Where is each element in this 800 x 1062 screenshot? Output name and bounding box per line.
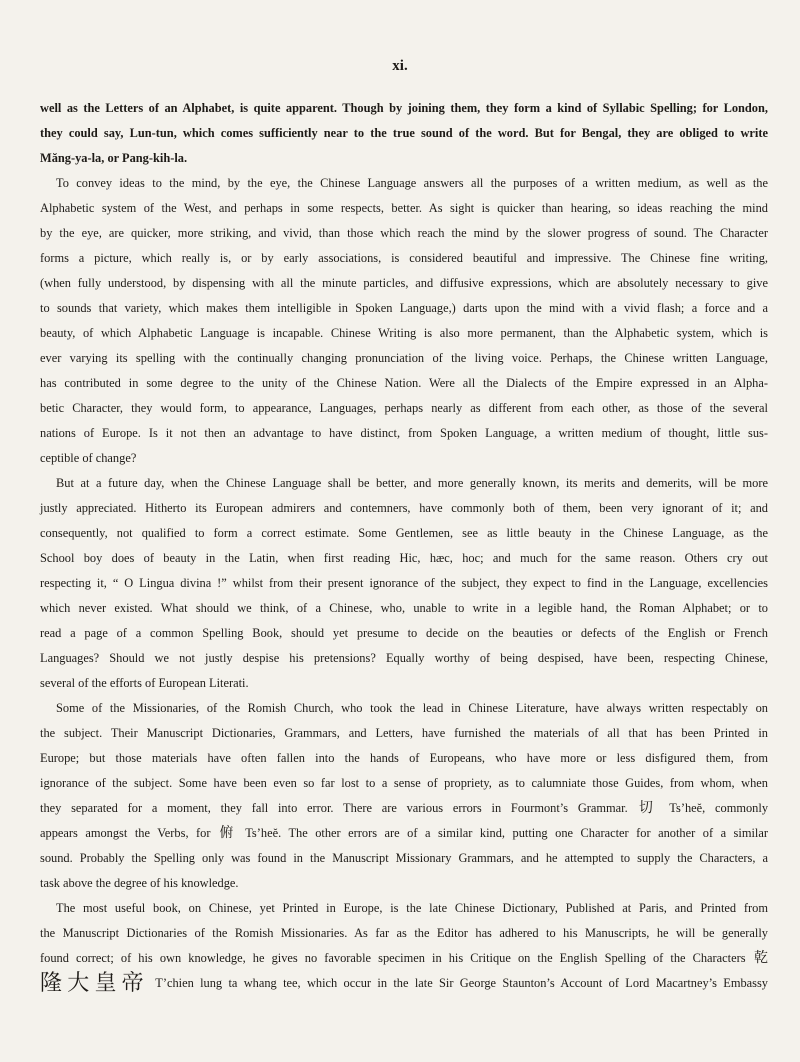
text-line	[40, 696, 768, 721]
text-line	[40, 846, 768, 871]
document-body	[40, 96, 768, 996]
text-line	[40, 146, 768, 171]
text-line	[40, 196, 768, 221]
line-text: Alphabetic system of the West, and perhaps in some respects, better. As sight is quicker than hearing, so ideas reaching the mind	[40, 201, 768, 215]
text-line	[40, 471, 768, 496]
text-line	[40, 271, 768, 296]
text-line	[40, 221, 768, 246]
line-text: forms a picture, which really is, or by early associations, is considered beautiful and impressive. The Chinese fine writing,	[40, 251, 768, 265]
line-text: (when fully understood, by dispensing with all the minute particles, and diffusive expressions, which are absolutely necessary to give	[40, 276, 768, 290]
text-line	[40, 571, 768, 596]
line-text: they separated for a moment, they fall into error. There are various errors in Fourmont’s Grammar.	[40, 801, 628, 815]
line-text: several of the efforts of European Literati.	[40, 676, 249, 690]
text-line	[40, 346, 768, 371]
line-text: sound. Probably the Spelling only was found in the Manuscript Missionary Grammars, and he attempted to supply the Characters, a	[40, 851, 768, 865]
text-line	[40, 746, 768, 771]
line-text: read a page of a common Spelling Book, should yet presume to decide on the beauties or defects of the English or French	[40, 626, 768, 640]
text-line	[40, 921, 768, 946]
line-text: consequently, not qualified to form a correct estimate. Some Gentlemen, see as little beauty in the Chinese Language, as the	[40, 526, 768, 540]
text-line	[40, 371, 768, 396]
line-text: appears amongst the Verbs, for	[40, 826, 211, 840]
chinese-character: 切	[627, 800, 660, 816]
line-text: ever varying its spelling with the continually changing pronunciation of the living voice. Perhaps, the Chinese written Language,	[40, 351, 768, 365]
text-line	[40, 396, 768, 421]
line-text: justly appreciated. Hitherto its European admirers and contemners, have commonly both of them, been very ignorant of it; and	[40, 501, 768, 515]
line-text: the Manuscript Dictionaries of the Romish Missionaries. As far as the Editor has adhered to his Manuscripts, he will be generally	[40, 926, 768, 940]
text-line	[40, 246, 768, 271]
line-text: ignorance of the subject. Some have been even so far lost to a sense of propriety, as to calumniate those Guides, from whom, when	[40, 776, 768, 790]
line-text-tail: Ts’heĕ. The other errors are of a similar kind, putting one Character for another of a similar	[237, 826, 768, 840]
line-text: found correct; of his own knowledge, he gives no favorable specimen in his Critique on the English Spelling of the Characters	[40, 951, 746, 965]
text-line	[40, 321, 768, 346]
text-line	[40, 96, 768, 121]
chinese-character: 乾	[745, 950, 769, 966]
text-line	[40, 671, 768, 696]
line-text: has contributed in some degree to the unity of the Chinese Nation. Were all the Dialects of the Empire expressed in an Alpha-	[40, 376, 768, 390]
text-line	[40, 121, 768, 146]
line-text: they could say, Lun-tun, which comes sufficiently near to the true sound of the word. But for Bengal, they are obliged to write	[40, 126, 768, 140]
line-text: The most useful book, on Chinese, yet Printed in Europe, is the late Chinese Dictionary, Published at Paris, and Printed from	[56, 901, 768, 915]
line-text: the subject. Their Manuscript Dictionaries, Grammars, and Letters, have furnished the materials of all that has been Printed in	[40, 726, 768, 740]
line-text: task above the degree of his knowledge.	[40, 876, 239, 890]
line-text: Măng-ya-la, or Pang-kih-la.	[40, 151, 188, 165]
line-text: School boy does of beauty in the Latin, when first reading Hic, hæc, hoc; and much for the same reason. Others cry out	[40, 551, 768, 565]
line-text: But at a future day, when the Chinese Language shall be better, and more generally known, its merits and demerits, will be more	[56, 476, 768, 490]
text-line	[40, 171, 768, 196]
text-line	[40, 296, 768, 321]
line-text: by the eye, are quicker, more striking, and vivid, than those which reach the mind by the slower progress of sound. The Character	[40, 226, 768, 240]
line-text: ceptible of change?	[40, 451, 137, 465]
text-line	[40, 521, 768, 546]
line-text: T’chien lung ta whang tee, which occur in the late Sir George Staunton’s Account of Lord Macartney’s Embassy	[148, 976, 768, 990]
page-number: xi.	[392, 58, 408, 74]
text-line	[40, 796, 768, 821]
text-line	[40, 946, 768, 971]
text-line	[40, 621, 768, 646]
line-text: to sounds that variety, which makes them intelligible in Spoken Language,) darts upon the mind with a vivid flash; a force and a	[40, 301, 768, 315]
line-text: To convey ideas to the mind, by the eye, the Chinese Language answers all the purposes of a written medium, as well as the	[56, 176, 768, 190]
line-text: Europe; but those materials have often fallen into the hands of Europeans, who have more or less disfigured them, from	[40, 751, 768, 765]
text-line	[40, 496, 768, 521]
chinese-characters: 隆大皇帝	[40, 971, 149, 996]
text-line	[40, 446, 768, 471]
line-text: well as the Letters of an Alphabet, is quite apparent. Though by joining them, they form a kind of Syllabic Spelling; for London,	[40, 101, 768, 115]
line-text: nations of Europe. Is it not then an advantage to have distinct, from Spoken Language, a written medium of thought, little sus-	[40, 426, 768, 440]
text-line	[40, 871, 768, 896]
text-line	[40, 821, 768, 846]
text-line	[40, 421, 768, 446]
text-line	[40, 771, 768, 796]
chinese-character: 俯	[210, 825, 238, 841]
text-line	[40, 596, 768, 621]
line-text: Some of the Missionaries, of the Romish Church, who took the lead in Chinese Literature, have always written respectably on	[56, 701, 768, 715]
line-text: beauty, of which Alphabetic Language is incapable. Chinese Writing is also more permanent, than the Alphabetic system, which is	[40, 326, 768, 340]
line-text: Languages? Should we not justly despise his pretensions? Equally worthy of being despised, have been, respecting Chinese,	[40, 651, 768, 665]
text-line	[40, 896, 768, 921]
text-line	[40, 721, 768, 746]
line-text: respecting it, “ O Lingua divina !” whilst from their present ignorance of the subject, they expect to find in the Language, excellencies	[40, 576, 768, 590]
line-text-tail: Ts’heĕ, commonly	[659, 801, 769, 815]
line-text: which never existed. What should we think, of a Chinese, who, unable to write in a legible hand, the Roman Alphabet; or to	[40, 601, 768, 615]
text-line	[40, 546, 768, 571]
line-text: betic Character, they would form, to appearance, Languages, perhaps nearly as different from each other, as those of the several	[40, 401, 768, 415]
text-line	[40, 646, 768, 671]
text-line	[40, 971, 768, 996]
